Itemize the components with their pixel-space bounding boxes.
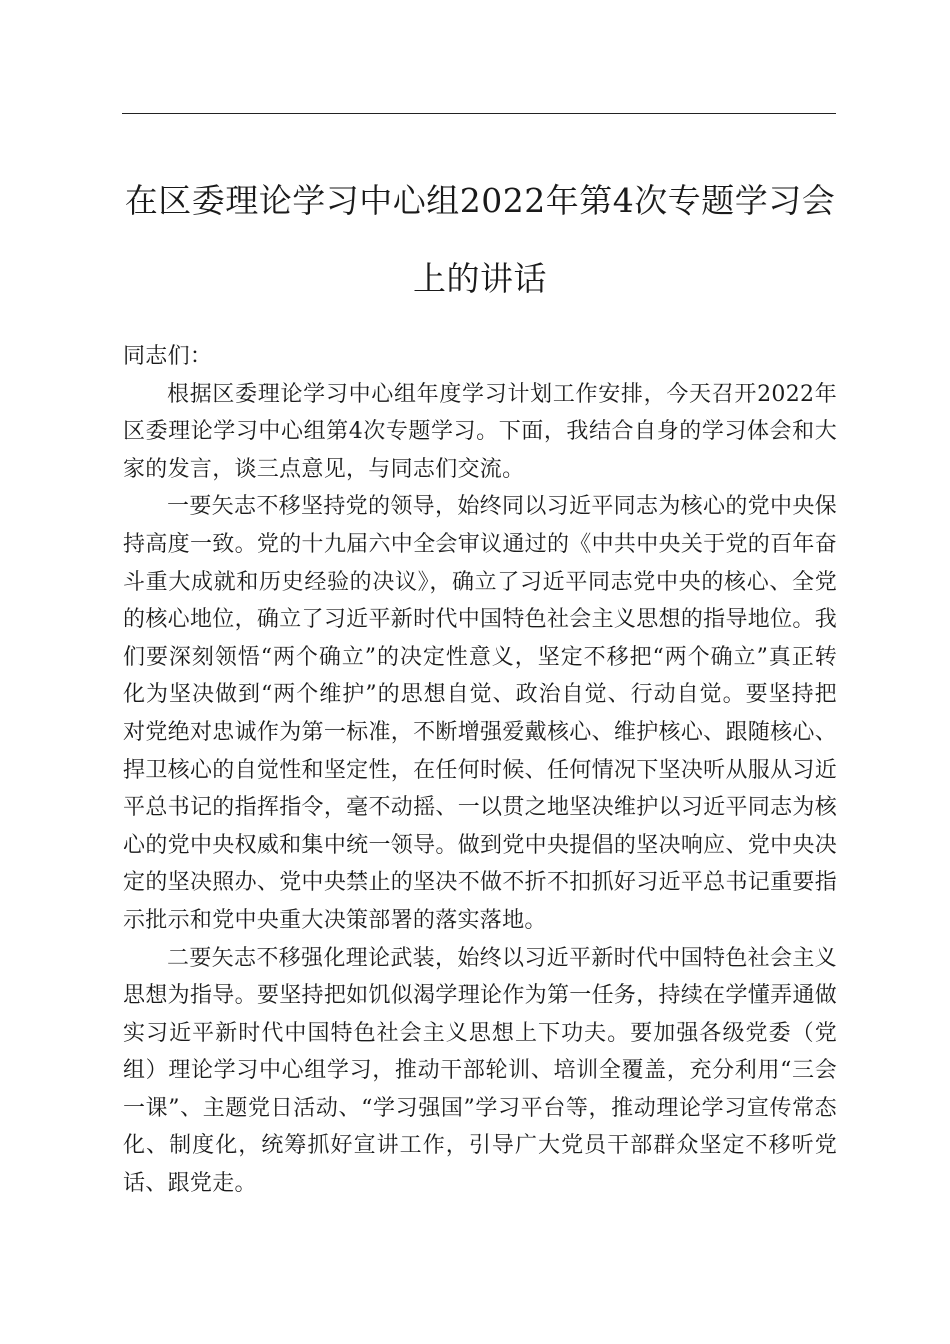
- paragraph-point-two: 二要矢志不移强化理论武装，始终以习近平新时代中国特色社会主义思想为指导。要坚持把如饥似渴学理论作为第一任务，持续在学懂弄通做实习近平新时代中国特色社会主义思想上下功夫。要加强各级党委（党组）理论学习中心组学习，推动干部轮训、培训全覆盖，充分利用“三会一课”、主题党日活动、“学习强国”学习平台等，推动理论学习宣传常态化、制度化，统筹抓好宣讲工作，引导广大党员干部群众坚定不移听党话、跟党走。: [123, 945, 837, 1197]
- header-rule: [122, 113, 836, 114]
- document-body: [123, 338, 837, 1203]
- paragraph-intro: 根据区委理论学习中心组年度学习计划工作安排，今天召开2022年区委理论学习中心组第4次专题学习。下面，我结合自身的学习体会和大家的发言，谈三点意见，与同志们交流。: [123, 381, 837, 482]
- document-title: 在区委理论学习中心组2022年第4次专题学习会上的讲话: [124, 181, 836, 298]
- salutation: 同志们：: [123, 344, 213, 369]
- paragraph-point-one: 一要矢志不移坚持党的领导，始终同以习近平同志为核心的党中央保持高度一致。党的十九届六中全会审议通过的《中共中央关于党的百年奋斗重大成就和历史经验的决议》，确立了习近平同志党中央的核心、全党的核心地位，确立了习近平新时代中国特色社会主义思想的指导地位。我们要深刻领悟“两个确立”的决定性意义，坚定不移把“两个确立”真正转化为坚决做到“两个维护”的思想自觉、政治自觉、行动自觉。要坚持把对党绝对忠诚作为第一标准，不断增强爱戴核心、维护核心、跟随核心、捍卫核心的自觉性和坚定性，在任何时候、任何情况下坚决听从服从习近平总书记的指挥指令，毫不动摇、一以贯之地坚决维护以习近平同志为核心的党中央权威和集中统一领导。做到党中央提倡的坚决响应、党中央决定的坚决照办、党中央禁止的坚决不做不折不扣抓好习近平总书记重要指示批示和党中央重大决策部署的落实落地。: [123, 494, 837, 933]
